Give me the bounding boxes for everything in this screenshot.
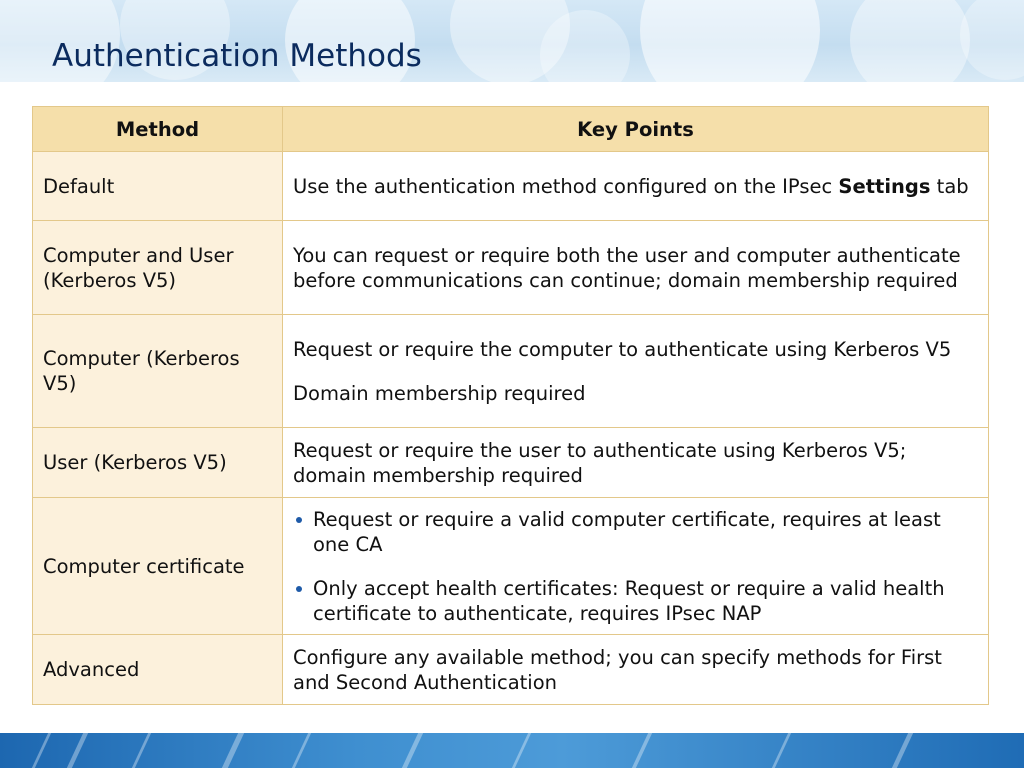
key-points-cell [283,498,989,635]
key-points-cell [283,635,989,705]
column-header-key-points: Key Points [283,107,989,152]
bokeh-light [850,0,970,82]
light-streak [32,733,51,768]
light-streak [512,733,531,768]
key-points-text: Request or require the computer to authenticate using Kerberos V5 [293,337,952,361]
method-cell: User (Kerberos V5) [33,428,283,498]
key-points-text: Request or require the user to authenticate using Kerberos V5; domain membership required [293,438,907,487]
table-row [33,221,989,315]
table-header-row [33,107,989,152]
light-streak [67,733,88,768]
list-item: Only accept health certificates: Request or require a valid health certificate to authenticate, requires IPsec NAP [293,576,978,626]
table-row [33,498,989,635]
method-cell: Computer (Kerberos V5) [33,315,283,428]
key-points-text: Domain membership required [293,381,586,405]
bokeh-light [640,0,820,82]
light-streak [892,733,913,768]
list-item: Request or require a valid computer certificate, requires at least one CA [293,507,978,557]
table-row [33,152,989,221]
key-points-cell [283,315,989,428]
header-banner [0,0,1024,82]
light-streak [222,733,244,768]
light-streak [292,733,311,768]
table-row [33,428,989,498]
footer-band [0,733,1024,768]
key-points-cell [283,428,989,498]
key-points-text: You can request or require both the user and computer authenticate before communications can continue; domain membership required [293,243,961,292]
light-streak [632,733,652,768]
method-cell: Default [33,152,283,221]
light-streak [132,733,151,768]
key-points-text: Configure any available method; you can specify methods for First and Second Authentication [293,645,942,694]
method-cell: Advanced [33,635,283,705]
key-points-text: Use the authentication method configured on the IPsec [293,174,839,198]
slide-title: Authentication Methods [52,38,422,74]
light-streak [772,733,791,768]
key-points-cell [283,152,989,221]
key-points-bullet-list [293,507,978,626]
bokeh-light [960,0,1024,80]
authentication-methods-table [32,106,989,705]
method-cell: Computer and User (Kerberos V5) [33,221,283,315]
method-cell: Computer certificate [33,498,283,635]
table-row [33,635,989,705]
column-header-method: Method [33,107,283,152]
key-points-text-tail: tab [930,174,969,198]
table-row [33,315,989,428]
settings-tab-name: Settings [838,174,931,198]
key-points-cell [283,221,989,315]
light-streak [402,733,423,768]
